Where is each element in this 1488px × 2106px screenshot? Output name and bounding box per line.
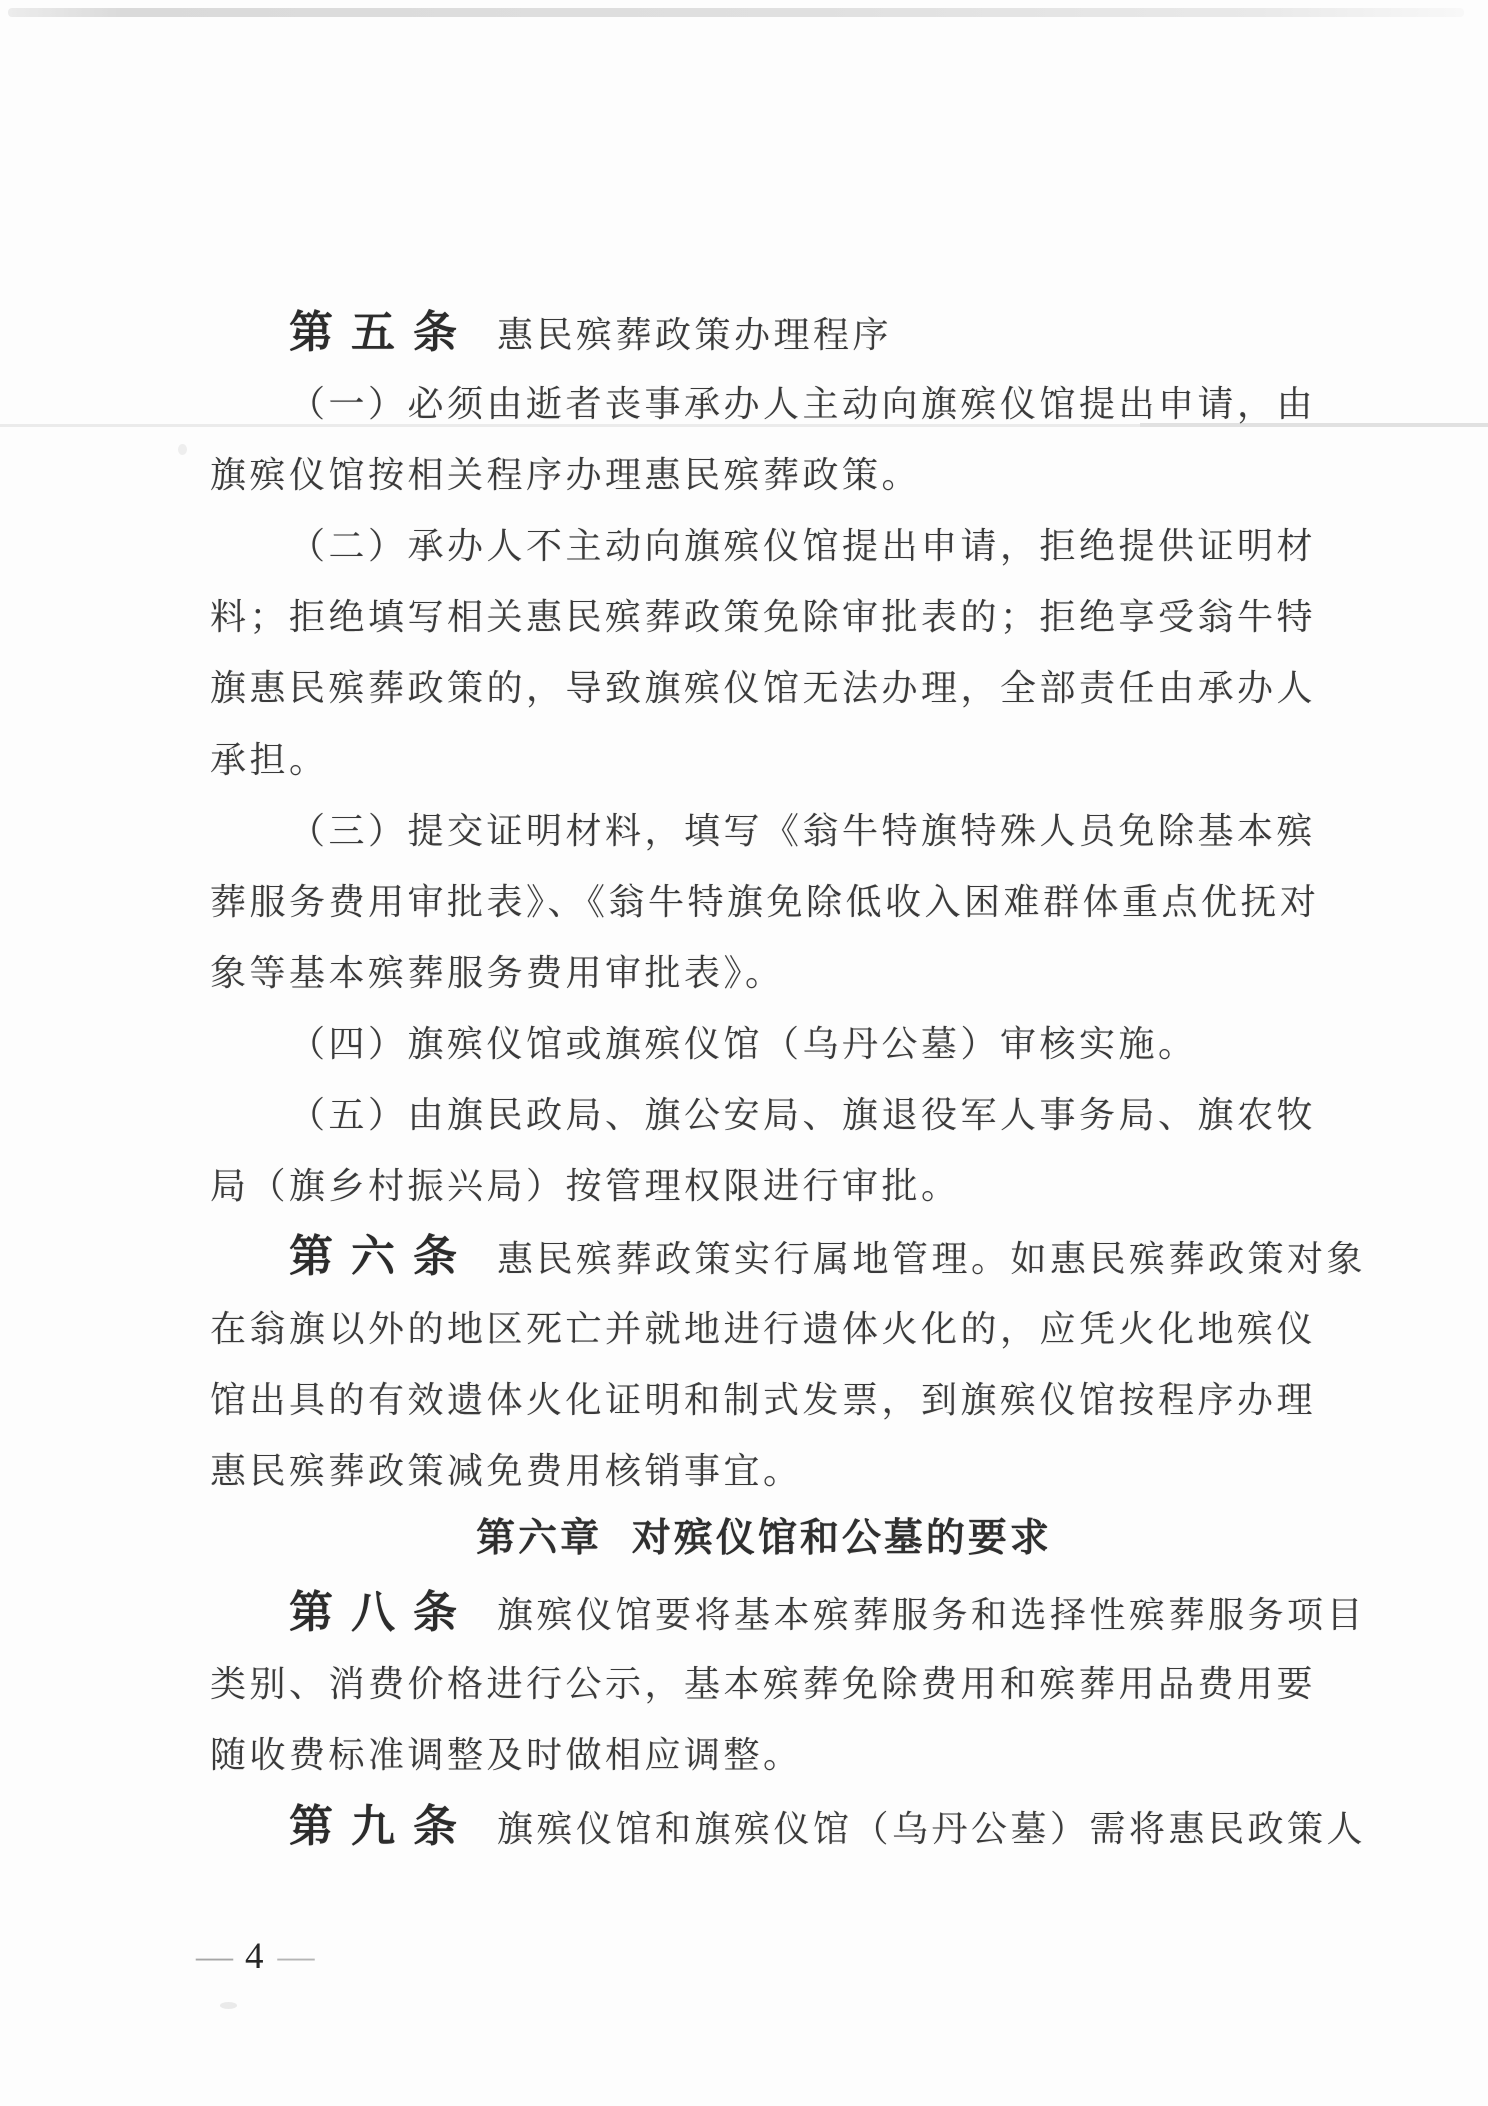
item-1-line-2: 旗殡仪馆按相关程序办理惠民殡葬政策。 <box>210 455 922 495</box>
scan-artifact-dot <box>178 444 187 455</box>
article-6-line-2: 在翁旗以外的地区死亡并就地进行遗体火化的，应凭火化地殡仪 <box>210 1309 1317 1349</box>
item-2-line-1: （二）承办人不主动向旗殡仪馆提出申请，拒绝提供证明材 <box>289 526 1317 566</box>
item-3-line-3: 象等基本殡葬服务费用审批表》。 <box>210 953 785 993</box>
article-6-line-4: 惠民殡葬政策减免费用核销事宜。 <box>210 1451 803 1491</box>
article-8-number: 第八条 <box>289 1588 475 1637</box>
article-5-heading <box>210 310 1397 358</box>
footer-dash-right: — <box>277 1936 315 1977</box>
article-8-heading <box>210 1590 1397 1638</box>
article-9-heading <box>210 1804 1397 1852</box>
article-8-line-3: 随收费标准调整及时做相应调整。 <box>210 1735 803 1775</box>
article-5-number: 第五条 <box>289 308 475 357</box>
page-number-footer <box>196 1934 315 1980</box>
item-4-line-1: （四）旗殡仪馆或旗殡仪馆（乌丹公墓）审核实施。 <box>289 1024 1198 1064</box>
footer-dash-left: — <box>196 1936 231 1977</box>
chapter-6-heading: 第六章 对殡仪馆和公墓的要求 <box>476 1517 1052 1560</box>
item-1-line-1: （一）必须由逝者丧事承办人主动向旗殡仪馆提出申请，由 <box>289 384 1317 424</box>
item-3-line-2: 葬服务费用审批表》、《翁牛特旗免除低收入困难群体重点优抚对 <box>210 882 1320 922</box>
item-3-line-1: （三）提交证明材料，填写《翁牛特旗特殊人员免除基本殡 <box>289 811 1317 851</box>
article-5-title: 惠民殡葬政策办理程序 <box>497 315 893 355</box>
page-number: 4 <box>245 1936 264 1977</box>
article-6-text: 惠民殡葬政策实行属地管理。如惠民殡葬政策对象 <box>497 1239 1367 1279</box>
scan-artifact-top-line <box>8 8 1464 17</box>
article-8-text: 旗殡仪馆要将基本殡葬服务和选择性殡葬服务项目 <box>497 1595 1367 1635</box>
article-6-line-3: 馆出具的有效遗体火化证明和制式发票，到旗殡仪馆按程序办理 <box>210 1380 1317 1420</box>
article-6-number: 第六条 <box>289 1232 475 1281</box>
article-8-line-2: 类别、消费价格进行公示，基本殡葬免除费用和殡葬用品费用要 <box>210 1664 1317 1704</box>
article-6-heading <box>210 1234 1397 1282</box>
item-2-line-4: 承担。 <box>210 740 329 780</box>
article-9-number: 第九条 <box>289 1802 475 1851</box>
item-5-line-1: （五）由旗民政局、旗公安局、旗退役军人事务局、旗农牧 <box>289 1095 1317 1135</box>
article-9-text: 旗殡仪馆和旗殡仪馆（乌丹公墓）需将惠民政策人 <box>497 1809 1367 1849</box>
scan-artifact-smudge <box>220 2002 237 2009</box>
item-2-line-3: 旗惠民殡葬政策的，导致旗殡仪馆无法办理，全部责任由承办人 <box>210 668 1317 708</box>
item-2-line-2: 料；拒绝填写相关惠民殡葬政策免除审批表的；拒绝享受翁牛特 <box>210 597 1317 637</box>
item-5-line-2: 局（旗乡村振兴局）按管理权限进行审批。 <box>210 1166 961 1206</box>
